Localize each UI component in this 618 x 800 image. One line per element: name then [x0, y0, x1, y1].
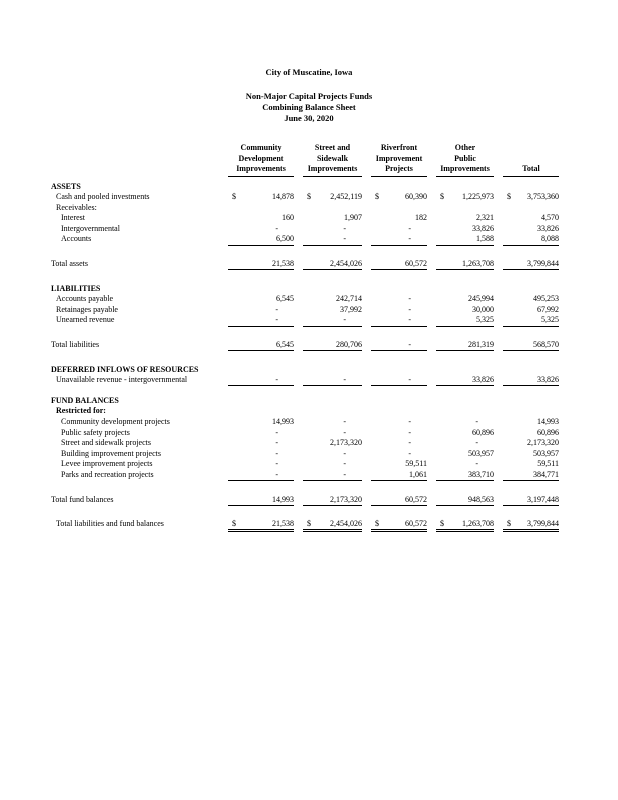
row-label: DEFERRED INFLOWS OF RESOURCES — [51, 364, 199, 374]
amount-cell — [436, 340, 494, 351]
amount-value: 242,714 — [336, 294, 362, 304]
row-label: Parks and recreation projects — [61, 469, 154, 479]
amount-value: - — [408, 448, 411, 458]
amount-value: 3,799,844 — [527, 259, 559, 269]
amount-value: - — [408, 304, 411, 314]
amount-value: 182 — [415, 213, 427, 223]
amount-cell — [303, 305, 362, 316]
amount-value: - — [408, 417, 411, 426]
amount-value: 14,878 — [272, 192, 294, 202]
amount-cell — [228, 438, 294, 449]
amount-cell — [303, 438, 362, 449]
amount-cell — [436, 470, 494, 481]
dollar-sign: $ — [307, 192, 311, 202]
column-header-total — [503, 164, 559, 177]
amount-value: - — [343, 375, 346, 385]
amount-value: 1,263,708 — [462, 259, 494, 269]
amount-value: - — [408, 438, 411, 448]
amount-value: 60,390 — [405, 192, 427, 202]
amount-value: 1,225,973 — [462, 192, 494, 202]
amount-value: - — [343, 427, 346, 437]
amount-cell — [371, 294, 427, 305]
amount-cell — [436, 192, 494, 203]
amount-value: - — [475, 438, 478, 448]
table-row — [48, 519, 563, 530]
table-row — [48, 213, 563, 224]
table-row — [48, 495, 563, 506]
amount-cell — [371, 305, 427, 316]
amount-value: - — [343, 469, 346, 479]
spacer-row — [48, 351, 563, 365]
row-label: Total liabilities — [51, 340, 100, 350]
amount-cell — [228, 495, 294, 506]
amount-value: 3,753,360 — [527, 192, 559, 202]
amount-value: 160 — [282, 213, 294, 223]
amount-cell — [303, 315, 362, 326]
amount-value: 384,771 — [533, 469, 559, 479]
row-label: Unavailable revenue - intergovernmental — [56, 375, 188, 385]
row-label: Intergovernmental — [61, 223, 120, 233]
amount-cell — [303, 259, 362, 270]
amount-value: - — [408, 223, 411, 233]
amount-cell — [503, 224, 559, 235]
amount-cell — [303, 234, 362, 245]
amount-cell — [228, 340, 294, 351]
amount-value: - — [343, 223, 346, 233]
spacer-row — [48, 386, 563, 396]
amount-cell — [436, 224, 494, 235]
amount-value: 4,570 — [541, 213, 559, 223]
table-row — [48, 417, 563, 428]
amount-cell — [436, 519, 494, 532]
table-row — [48, 428, 563, 439]
amount-cell — [228, 213, 294, 224]
amount-value: - — [408, 427, 411, 437]
amount-value: - — [343, 417, 346, 426]
amount-cell — [303, 340, 362, 351]
row-label: Receivables: — [56, 202, 97, 212]
amount-value: 2,173,320 — [330, 494, 362, 504]
amount-cell — [371, 438, 427, 449]
amount-value: 60,896 — [472, 427, 494, 437]
dollar-sign: $ — [232, 519, 236, 529]
column-header-line: Public — [454, 153, 476, 163]
report-date-line: June 30, 2020 — [284, 113, 334, 123]
spacer-row — [48, 505, 563, 519]
column-header-line: Community — [240, 143, 282, 152]
amount-value: - — [408, 315, 411, 325]
report-title-line-2: Combining Balance Sheet — [262, 102, 356, 112]
amount-cell — [228, 459, 294, 470]
row-label: Total assets — [51, 259, 88, 269]
column-header-line: Riverfront — [380, 143, 418, 152]
amount-cell — [303, 375, 362, 386]
column-header-street-and-sidewalk-improvements — [303, 143, 362, 177]
amount-cell — [371, 449, 427, 460]
amount-value: 60,572 — [405, 519, 427, 529]
amount-cell — [228, 315, 294, 326]
dollar-sign: $ — [375, 519, 379, 529]
amount-cell — [371, 519, 427, 532]
amount-value: 14,993 — [272, 417, 294, 426]
amount-cell — [371, 375, 427, 386]
row-label: Accounts — [61, 234, 92, 244]
amount-value: 14,993 — [272, 494, 294, 504]
row-label: Retainages payable — [56, 304, 118, 314]
column-header-line: Other — [454, 143, 476, 152]
amount-value: 33,826 — [537, 223, 559, 233]
amount-cell — [436, 495, 494, 506]
amount-value: 3,799,844 — [527, 519, 559, 529]
title-block — [0, 0, 618, 124]
amount-cell — [436, 375, 494, 386]
amount-value: - — [408, 375, 411, 385]
amount-cell — [503, 259, 559, 270]
amount-cell — [371, 192, 427, 203]
amount-value: 2,454,026 — [330, 519, 362, 529]
row-label: Public safety projects — [61, 427, 130, 437]
amount-value: 21,538 — [272, 519, 294, 529]
amount-value: - — [408, 340, 411, 350]
dollar-sign: $ — [307, 519, 311, 529]
amount-cell — [503, 428, 559, 439]
amount-cell — [228, 192, 294, 203]
table-row — [48, 340, 563, 351]
amount-cell — [371, 459, 427, 470]
table-row — [48, 224, 563, 235]
amount-value: 5,325 — [541, 315, 559, 325]
table-row — [48, 375, 563, 386]
amount-cell — [436, 305, 494, 316]
amount-cell — [371, 234, 427, 245]
amount-value: 6,545 — [276, 340, 294, 350]
table-row — [48, 305, 563, 316]
amount-value: - — [475, 459, 478, 469]
amount-value: 21,538 — [272, 259, 294, 269]
amount-value: - — [275, 375, 278, 385]
amount-cell — [436, 417, 494, 428]
dollar-sign: $ — [440, 192, 444, 202]
amount-value: 67,992 — [537, 304, 559, 314]
amount-value: - — [275, 427, 278, 437]
amount-value: - — [275, 459, 278, 469]
dollar-sign: $ — [507, 519, 511, 529]
amount-value: - — [275, 438, 278, 448]
amount-cell — [371, 259, 427, 270]
amount-cell — [371, 213, 427, 224]
amount-value: 3,197,448 — [527, 494, 559, 504]
column-header-line: Total — [522, 164, 540, 173]
row-label: Total liabilities and fund balances — [56, 519, 164, 529]
amount-cell — [303, 495, 362, 506]
column-header-line: Development — [238, 153, 284, 163]
amount-value: 60,896 — [537, 427, 559, 437]
amount-value: 245,994 — [468, 294, 494, 304]
amount-value: - — [275, 448, 278, 458]
amount-value: 33,826 — [472, 375, 494, 385]
amount-cell — [503, 459, 559, 470]
table-row — [48, 294, 563, 305]
amount-value: 2,452,119 — [330, 192, 362, 202]
amount-cell — [436, 259, 494, 270]
title-spacer — [0, 78, 618, 91]
spacer-row — [48, 481, 563, 495]
row-label: Unearned revenue — [56, 315, 115, 325]
amount-value: 2,321 — [476, 213, 494, 223]
row-label: Street and sidewalk projects — [61, 438, 151, 448]
dollar-sign: $ — [440, 519, 444, 529]
amount-value: 1,907 — [344, 213, 362, 223]
amount-value: 1,061 — [409, 469, 427, 479]
spacer-row — [48, 245, 563, 259]
amount-cell — [436, 428, 494, 439]
row-label: Interest — [61, 213, 85, 223]
amount-cell — [303, 224, 362, 235]
table-row — [48, 315, 563, 326]
column-header-line: Improvements — [236, 164, 286, 173]
amount-cell — [303, 294, 362, 305]
amount-cell — [503, 340, 559, 351]
amount-cell — [228, 519, 294, 532]
amount-value: - — [408, 234, 411, 244]
column-header-line: Improvements — [307, 164, 358, 173]
amount-cell — [503, 470, 559, 481]
row-label: FUND BALANCES — [51, 395, 119, 405]
column-header-line: Projects — [385, 164, 413, 173]
amount-value: 33,826 — [472, 223, 494, 233]
amount-value: - — [343, 459, 346, 469]
dollar-sign: $ — [375, 192, 379, 202]
row-label: ASSETS — [51, 181, 81, 191]
amount-cell — [503, 417, 559, 428]
section-heading-row — [48, 406, 563, 417]
amount-value: 59,511 — [537, 459, 559, 469]
amount-cell — [303, 428, 362, 439]
column-header-line: Improvement — [375, 153, 423, 163]
section-heading-row — [48, 365, 563, 376]
amount-cell — [436, 213, 494, 224]
amount-cell — [303, 192, 362, 203]
column-header-line: Improvements — [440, 164, 490, 173]
row-label: Restricted for: — [56, 406, 106, 416]
column-header-other-public-improvements — [436, 143, 494, 177]
org-title: City of Muscatine, Iowa — [265, 67, 353, 77]
dollar-sign: $ — [507, 192, 511, 202]
amount-cell — [303, 417, 362, 428]
amount-cell — [503, 315, 559, 326]
amount-cell — [503, 192, 559, 203]
amount-value: 2,173,320 — [527, 438, 559, 448]
amount-value: 2,173,320 — [330, 438, 362, 448]
amount-value: 503,957 — [468, 448, 494, 458]
amount-cell — [371, 224, 427, 235]
amount-cell — [228, 375, 294, 386]
amount-cell — [228, 294, 294, 305]
report-title-line-1: Non-Major Capital Projects Funds — [245, 91, 373, 101]
column-header-riverfront-improvement-projects — [371, 143, 427, 177]
amount-cell — [303, 459, 362, 470]
spacer-row — [48, 326, 563, 340]
section-heading-row — [48, 182, 563, 193]
amount-cell — [371, 495, 427, 506]
amount-cell — [503, 438, 559, 449]
amount-value: 495,253 — [533, 294, 559, 304]
dollar-sign: $ — [232, 192, 236, 202]
amount-cell — [503, 294, 559, 305]
amount-value: 6,545 — [276, 294, 294, 304]
amount-value: - — [475, 417, 478, 426]
amount-value: 6,500 — [276, 234, 294, 244]
amount-cell — [303, 519, 362, 532]
amount-cell — [371, 417, 427, 428]
amount-cell — [228, 234, 294, 245]
amount-cell — [228, 305, 294, 316]
amount-value: 60,572 — [405, 259, 427, 269]
table-header-row — [48, 143, 563, 177]
amount-cell — [436, 315, 494, 326]
amount-cell — [436, 438, 494, 449]
amount-value: - — [275, 315, 278, 325]
amount-cell — [371, 340, 427, 351]
amount-value: - — [408, 294, 411, 304]
section-heading-row — [48, 396, 563, 407]
spacer-row — [48, 270, 563, 284]
table-body — [48, 182, 563, 530]
amount-cell — [303, 449, 362, 460]
amount-cell — [503, 213, 559, 224]
row-label: LIABILITIES — [51, 283, 101, 293]
amount-value: 59,511 — [405, 459, 427, 469]
row-label: Cash and pooled investments — [56, 192, 150, 202]
amount-value: 948,563 — [468, 494, 494, 504]
amount-cell — [436, 449, 494, 460]
amount-value: 281,319 — [468, 340, 494, 350]
column-header-line: Sidewalk — [316, 153, 349, 163]
table-row — [48, 234, 563, 245]
amount-cell — [503, 495, 559, 506]
amount-value: 33,826 — [537, 375, 559, 385]
amount-value: 14,993 — [537, 417, 559, 426]
row-label: Building improvement projects — [61, 448, 161, 458]
amount-value: - — [343, 448, 346, 458]
amount-value: - — [343, 234, 346, 244]
amount-value: - — [343, 315, 346, 325]
amount-cell — [503, 519, 559, 532]
table-row — [48, 203, 563, 214]
amount-cell — [228, 417, 294, 428]
column-header-community-development-improvements — [228, 143, 294, 177]
amount-cell — [303, 470, 362, 481]
amount-cell — [503, 375, 559, 386]
amount-value: - — [275, 223, 278, 233]
amount-value: 5,325 — [476, 315, 494, 325]
amount-value: 30,000 — [472, 304, 494, 314]
amount-value: 383,710 — [468, 469, 494, 479]
amount-cell — [503, 305, 559, 316]
amount-value: 2,454,026 — [330, 259, 362, 269]
amount-value: 60,572 — [405, 494, 427, 504]
section-heading-row — [48, 284, 563, 295]
amount-value: 280,706 — [336, 340, 362, 350]
amount-cell — [371, 315, 427, 326]
amount-cell — [228, 449, 294, 460]
amount-value: 1,263,708 — [462, 519, 494, 529]
amount-cell — [436, 234, 494, 245]
row-label: Total fund balances — [51, 494, 114, 504]
column-header-empty — [48, 176, 219, 177]
table-row — [48, 259, 563, 270]
amount-cell — [436, 459, 494, 470]
table-row — [48, 438, 563, 449]
row-label: Levee improvement projects — [61, 459, 153, 469]
column-header-line: Street and — [314, 143, 351, 152]
amount-value: 37,992 — [340, 304, 362, 314]
amount-cell — [228, 224, 294, 235]
balance-sheet-table — [48, 143, 563, 530]
amount-value: - — [275, 469, 278, 479]
amount-value: 1,588 — [476, 234, 494, 244]
row-label: Community development projects — [61, 417, 170, 426]
table-row — [48, 192, 563, 203]
amount-cell — [436, 294, 494, 305]
table-row — [48, 449, 563, 460]
row-label: Accounts payable — [56, 294, 114, 304]
amount-cell — [228, 428, 294, 439]
amount-cell — [228, 259, 294, 270]
amount-cell — [303, 213, 362, 224]
amount-cell — [371, 428, 427, 439]
table-row — [48, 459, 563, 470]
amount-value: 568,570 — [533, 340, 559, 350]
amount-value: - — [275, 304, 278, 314]
amount-cell — [503, 234, 559, 245]
amount-value: 503,957 — [533, 448, 559, 458]
amount-value: 8,088 — [541, 234, 559, 244]
amount-cell — [371, 470, 427, 481]
amount-cell — [503, 449, 559, 460]
amount-cell — [228, 470, 294, 481]
table-row — [48, 470, 563, 481]
